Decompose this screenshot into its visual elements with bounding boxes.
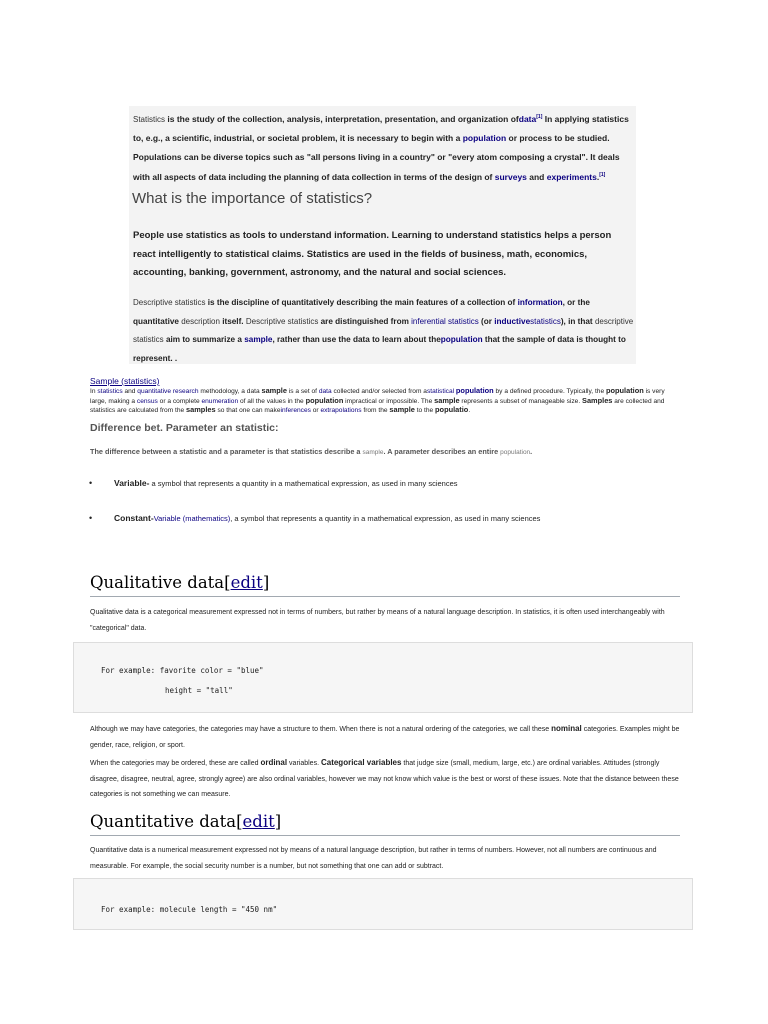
qualitative-paragraph: Qualitative data is a categorical measurement expressed not in terms of numbers, but rather by means of a natural language description. In statistics, it is often used interchangeably with "categorical" data. bbox=[90, 609, 665, 632]
link-statistical-population[interactable]: statistical bbox=[426, 388, 456, 395]
difference-heading: Difference bet. Parameter an statistic: bbox=[90, 422, 279, 434]
link-information[interactable]: information bbox=[517, 298, 563, 307]
quantitative-code-example: For example: molecule length = "450 nm" bbox=[73, 878, 693, 930]
importance-heading: What is the importance of statistics? bbox=[132, 190, 373, 207]
bullet-constant: • Constant-Variable (mathematics), a symbol that represents a quantity in a mathematical expression, as used in many sciences bbox=[89, 513, 541, 523]
quantitative-edit-link[interactable]: edit bbox=[242, 812, 275, 831]
link-data[interactable]: data bbox=[518, 113, 537, 124]
link-census[interactable]: census bbox=[136, 397, 158, 405]
quantitative-heading: Quantitative data[edit] bbox=[90, 812, 680, 836]
descriptive-paragraph: Descriptive statistics is the discipline of quantitatively describing the main features of a collection of information, or the quantitative description itself. Descriptive statistics are distinguished from inferential statistics (or inductivestatistics), in that descriptive statistics aim to summarize a sample, rather than use the data to learn about thepopulation that the sample of data is thought to represent. . bbox=[133, 298, 634, 363]
link-experiments[interactable]: experiments bbox=[546, 172, 597, 183]
link-sample[interactable]: sample bbox=[244, 335, 273, 344]
importance-paragraph: People use statistics as tools to understand information. Learning to understand statistics helps a person react intelligently to statistical claims. Statistics are used in the fields of business, math, economics, accounting, banking, government, astronomy, and the natural and social sciences. bbox=[133, 230, 612, 278]
link-surveys[interactable]: surveys bbox=[494, 172, 527, 183]
link-extrapolations[interactable]: extrapolations bbox=[320, 407, 362, 415]
link-statistics-2[interactable]: statistics bbox=[97, 388, 123, 395]
term-constant: Constant bbox=[114, 513, 151, 523]
qualitative-code-example: For example: favorite color = "blue" height = "tall" bbox=[73, 642, 693, 713]
link-inferential-statistics[interactable]: inferential statistics bbox=[411, 316, 479, 326]
qualitative-heading: Qualitative data[edit] bbox=[90, 573, 680, 597]
link-variable-mathematics[interactable]: Variable (mathematics) bbox=[153, 514, 231, 523]
link-population-2[interactable]: population bbox=[440, 335, 483, 344]
bullet-variable: • Variable- a symbol that represents a quantity in a mathematical expression, as used in many sciences bbox=[89, 478, 458, 488]
term-variable: Variable bbox=[114, 478, 147, 488]
link-statistics[interactable]: statistics bbox=[530, 316, 561, 326]
sample-title-link[interactable]: Sample (statistics) bbox=[90, 376, 160, 386]
link-enumeration[interactable]: enumeration bbox=[201, 397, 239, 405]
citation-2[interactable]: [1] bbox=[599, 172, 606, 179]
bullet-dot: • bbox=[89, 513, 93, 523]
definition-block bbox=[129, 106, 636, 364]
link-data-2[interactable]: data bbox=[318, 388, 332, 395]
sample-paragraph: In statistics and quantitative research methodology, a data sample is a set of data collected and/or selected from astatistical population by a defined procedure. Typically, the population is very large, making a census or a complete enumeration of all the values in the population impractical or impossible. The sample represents a subset of manageable size. Samples are collected and statistics are calculated from the samples so that one can makeinferences or extrapolations from the sample to the populatio. bbox=[90, 386, 665, 415]
link-inferences[interactable]: inferences bbox=[280, 407, 311, 415]
sample-section bbox=[90, 376, 680, 416]
qualitative-edit-link[interactable]: edit bbox=[230, 573, 263, 592]
quantitative-paragraph: Quantitative data is a numerical measurement expressed not by means of a natural language description, but rather in terms of numbers. However, not all numbers are continuous and measurable. For example, the social security number is a number, but not something that one can add or subtract. bbox=[90, 847, 657, 870]
bullet-dot: • bbox=[89, 478, 93, 488]
link-population[interactable]: population bbox=[462, 133, 507, 144]
difference-paragraph: The difference between a statistic and a parameter is that statistics describe a sample. A parameter describes an entire population. bbox=[90, 447, 533, 456]
nominal-paragraph: Although we may have categories, the categories may have a structure to them. When there is not a natural ordering of the categories, we call these nominal categories. Examples might be gender, race, religion, or sport. bbox=[90, 724, 680, 749]
citation-1[interactable]: [1] bbox=[536, 114, 543, 120]
link-inductive[interactable]: inductive bbox=[494, 316, 531, 326]
link-quantitative-research[interactable]: quantitative research bbox=[137, 388, 199, 395]
ordinal-paragraph: When the categories may be ordered, these are called ordinal variables. Categorical variables that judge size (small, medium, large, etc.) are ordinal variables. Attitudes (strongly disagree, disagree, neutral, agree, strongly agree) are also ordinal variables, however we may not know which value is the best or worst of these issues. Note that the distance between these categories is not something we can measure. bbox=[90, 758, 679, 798]
intro-paragraph: Statistics is the study of the collection, analysis, interpretation, presentation, and organization ofdata[1] In applying statistics to, e.g., a scientific, industrial, or societal problem, it is necessary to begin with a population or process to be studied. Populations can be diverse topics such as "all persons living in a country" or "every atom composing a crystal". It deals with all aspects of data including the planning of data collection in terms of the design of surveys and experiments.[1] bbox=[133, 113, 629, 183]
